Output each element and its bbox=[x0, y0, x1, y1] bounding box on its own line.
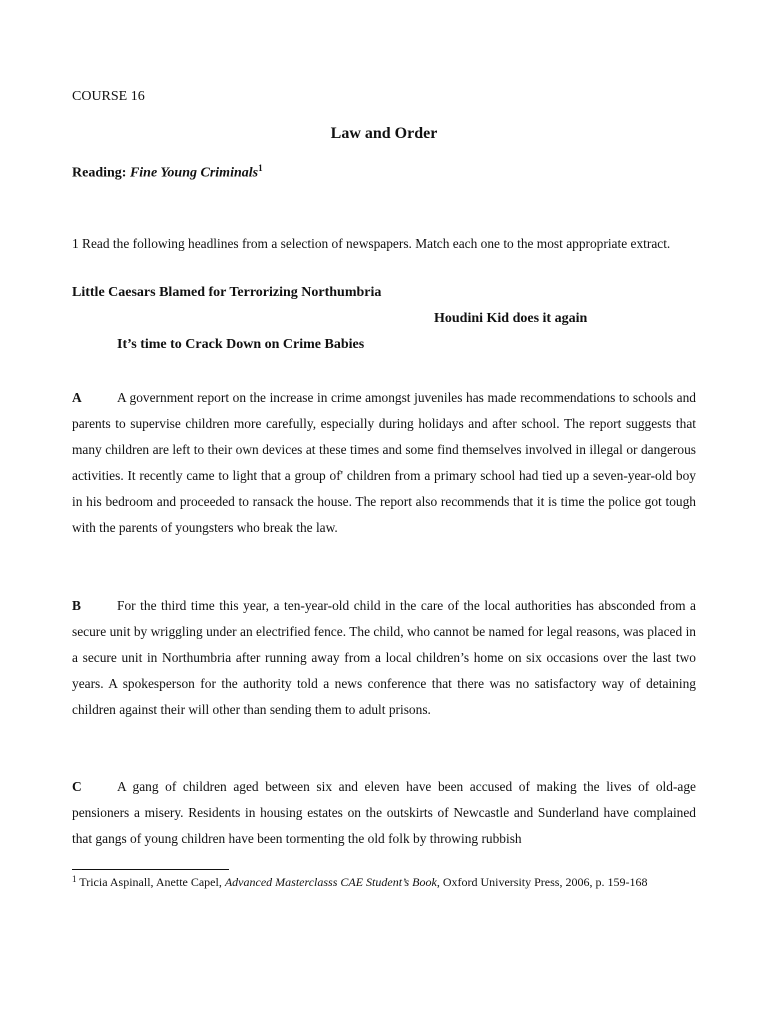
extract-c bbox=[72, 774, 696, 852]
extract-text: For the third time this year, a ten-year-old child in the care of the local authorities has absconded from a secure unit by wriggling under an electrified fence. The child, who cannot be named for legal reasons, was placed in a secure unit in Northumbria after running away from a local children’s home on six occasions over the last two years. A spokesperson for the authority told a news conference that there was no satisfactory way of detaining children against their will other than sending them to adult prisons. bbox=[72, 598, 696, 717]
extract-text: A gang of children aged between six and eleven have been accused of making the lives of old-age pensioners a misery. Residents in housing estates on the outskirts of Newcastle and Sunderland have complained that gangs of young children have been tormenting the old folk by throwing rubbish bbox=[72, 779, 696, 846]
footnote-divider bbox=[72, 869, 229, 870]
extract-letter: A bbox=[72, 390, 82, 405]
extract-letter: C bbox=[72, 779, 82, 794]
footnote-reference: 1 bbox=[258, 163, 263, 173]
reading-title: Fine Young Criminals bbox=[129, 165, 259, 181]
reading-heading bbox=[72, 163, 263, 182]
course-label: COURSE 16 bbox=[72, 89, 145, 104]
extract-letter: B bbox=[72, 598, 81, 613]
extract-a bbox=[72, 385, 696, 541]
footnote-authors: Tricia Aspinall, Anette Capel, bbox=[79, 875, 225, 889]
footnote bbox=[72, 874, 647, 890]
headline-little-caesars: Little Caesars Blamed for Terrorizing Northumbria bbox=[72, 285, 382, 300]
reading-label: Reading: bbox=[72, 165, 130, 181]
headline-crime-babies: It’s time to Crack Down on Crime Babies bbox=[117, 337, 365, 352]
footnote-mark: 1 bbox=[72, 874, 77, 884]
instruction-text: 1 Read the following headlines from a selection of newspapers. Match each one to the most appropriate extract. bbox=[72, 236, 671, 251]
footnote-publisher: , Oxford University Press, 2006, p. 159-168 bbox=[436, 875, 648, 889]
footnote-book: Advanced Masterclasss CAE Student’s Book bbox=[224, 875, 437, 889]
headline-houdini-kid: Houdini Kid does it again bbox=[434, 311, 588, 326]
extract-text: A government report on the increase in crime amongst juveniles has made recommendations to schools and parents to supervise children more carefully, especially during holidays and after school. The report suggests that many children are left to their own devices at these times and some find themselves involved in illegal or dangerous activities. It recently came to light that a group of' children from a primary school had tied up a seven-year-old boy in his bedroom and proceeded to ransack the house. The report also recommends that it is time the police got tough with the parents of youngsters who break the law. bbox=[72, 390, 696, 535]
extract-b bbox=[72, 593, 696, 723]
page-title: Law and Order bbox=[330, 125, 438, 142]
